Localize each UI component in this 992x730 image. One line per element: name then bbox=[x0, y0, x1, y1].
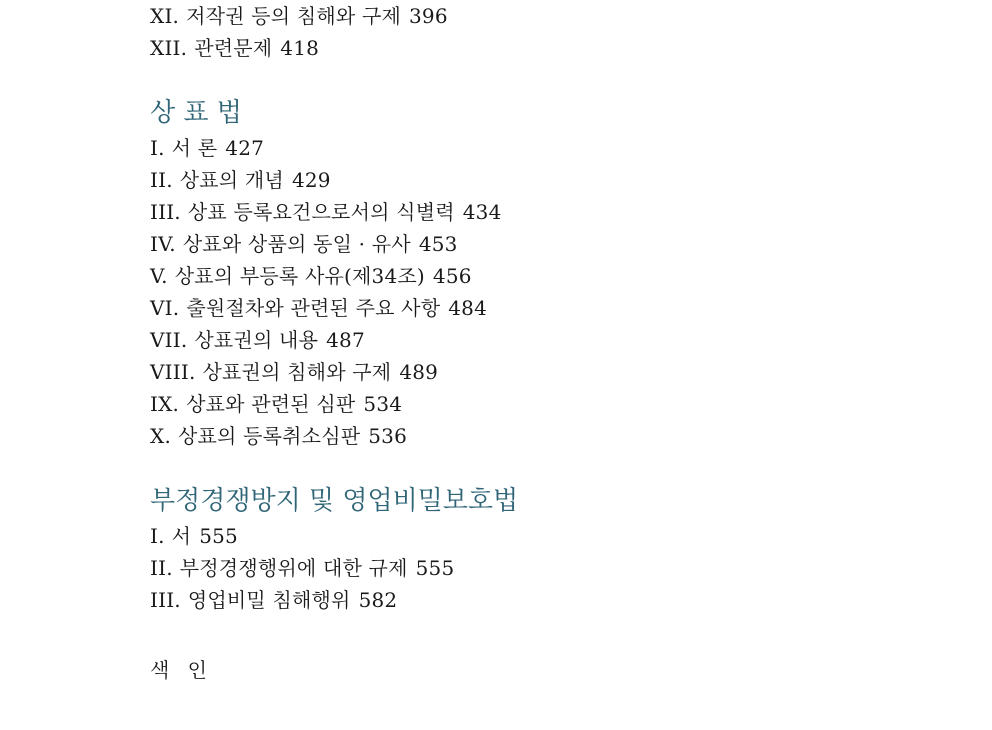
entry-title: 상표의 부등록 사유(제34조) bbox=[174, 264, 425, 288]
section-spacer bbox=[150, 452, 910, 482]
entry-page: 582 bbox=[358, 588, 398, 612]
entry-title: 상표권의 내용 bbox=[194, 328, 319, 352]
entry-title: 상표와 관련된 심판 bbox=[186, 392, 356, 416]
entry-title: 저작권 등의 침해와 구제 bbox=[186, 4, 401, 28]
entry-title: 상표의 개념 bbox=[179, 168, 284, 192]
entry-title: 출원절차와 관련된 주요 사항 bbox=[186, 296, 441, 320]
section-spacer bbox=[150, 64, 910, 94]
copyright-entries bbox=[150, 0, 910, 64]
entry-page: 489 bbox=[399, 360, 439, 384]
entry-title: 부정경쟁행위에 대한 규제 bbox=[179, 556, 408, 580]
entry-number: III. bbox=[150, 200, 181, 224]
toc-entry[interactable] bbox=[150, 324, 910, 356]
entry-number: II. bbox=[150, 168, 173, 192]
toc-entry[interactable] bbox=[150, 0, 910, 32]
unfair-competition-entries bbox=[150, 520, 910, 616]
entry-number: IV. bbox=[150, 232, 176, 256]
entry-number: I. bbox=[150, 136, 165, 160]
entry-title: 관련문제 bbox=[194, 36, 273, 60]
entry-title: 상표와 상품의 동일 · 유사 bbox=[182, 232, 411, 256]
entry-number: II. bbox=[150, 556, 173, 580]
toc-entry[interactable] bbox=[150, 584, 910, 616]
toc-entry[interactable] bbox=[150, 292, 910, 324]
trademark-entries bbox=[150, 132, 910, 452]
entry-page: 555 bbox=[415, 556, 455, 580]
entry-title: 상표의 등록취소심판 bbox=[178, 424, 361, 448]
entry-title: 서 bbox=[171, 524, 192, 548]
entry-number: XI. bbox=[150, 4, 180, 28]
entry-page: 487 bbox=[326, 328, 365, 352]
entry-title: 서 론 bbox=[171, 136, 218, 160]
entry-page: 536 bbox=[368, 424, 408, 448]
entry-title: 상표 등록요건으로서의 식별력 bbox=[187, 200, 455, 224]
entry-page: 396 bbox=[408, 4, 448, 28]
entry-title: 상표권의 침해와 구제 bbox=[202, 360, 392, 384]
toc-entry[interactable] bbox=[150, 164, 910, 196]
entry-number: VII. bbox=[150, 328, 188, 352]
entry-number: VI. bbox=[150, 296, 180, 320]
toc-entry[interactable] bbox=[150, 420, 910, 452]
toc-entry[interactable] bbox=[150, 228, 910, 260]
index-heading[interactable]: 색 인 bbox=[150, 658, 213, 682]
section-spacer bbox=[150, 616, 910, 654]
entry-page: 555 bbox=[199, 524, 238, 548]
toc-entry[interactable] bbox=[150, 356, 910, 388]
entry-page: 453 bbox=[418, 232, 458, 256]
entry-page: 427 bbox=[225, 136, 265, 160]
toc-entry[interactable] bbox=[150, 552, 910, 584]
entry-page: 534 bbox=[363, 392, 403, 416]
toc-entry[interactable] bbox=[150, 388, 910, 420]
entry-number: IX. bbox=[150, 392, 180, 416]
toc-entry[interactable] bbox=[150, 260, 910, 292]
entry-number: I. bbox=[150, 524, 165, 548]
table-of-contents bbox=[150, 0, 910, 686]
toc-entry[interactable] bbox=[150, 132, 910, 164]
entry-page: 429 bbox=[291, 168, 331, 192]
entry-page: 456 bbox=[432, 264, 472, 288]
entry-page: 418 bbox=[280, 36, 320, 60]
entry-title: 영업비밀 침해행위 bbox=[187, 588, 351, 612]
entry-number: V. bbox=[150, 264, 168, 288]
section-heading-unfair-competition: 부정경쟁방지 및 영업비밀보호법 bbox=[150, 486, 519, 516]
entry-page: 434 bbox=[462, 200, 502, 224]
entry-number: X. bbox=[150, 424, 171, 448]
section-heading-trademark: 상 표 법 bbox=[150, 98, 242, 128]
toc-entry[interactable] bbox=[150, 520, 910, 552]
entry-page: 484 bbox=[448, 296, 488, 320]
entry-number: VIII. bbox=[150, 360, 196, 384]
toc-entry[interactable] bbox=[150, 196, 910, 228]
toc-entry[interactable] bbox=[150, 32, 910, 64]
entry-number: XII. bbox=[150, 36, 188, 60]
entry-number: III. bbox=[150, 588, 181, 612]
